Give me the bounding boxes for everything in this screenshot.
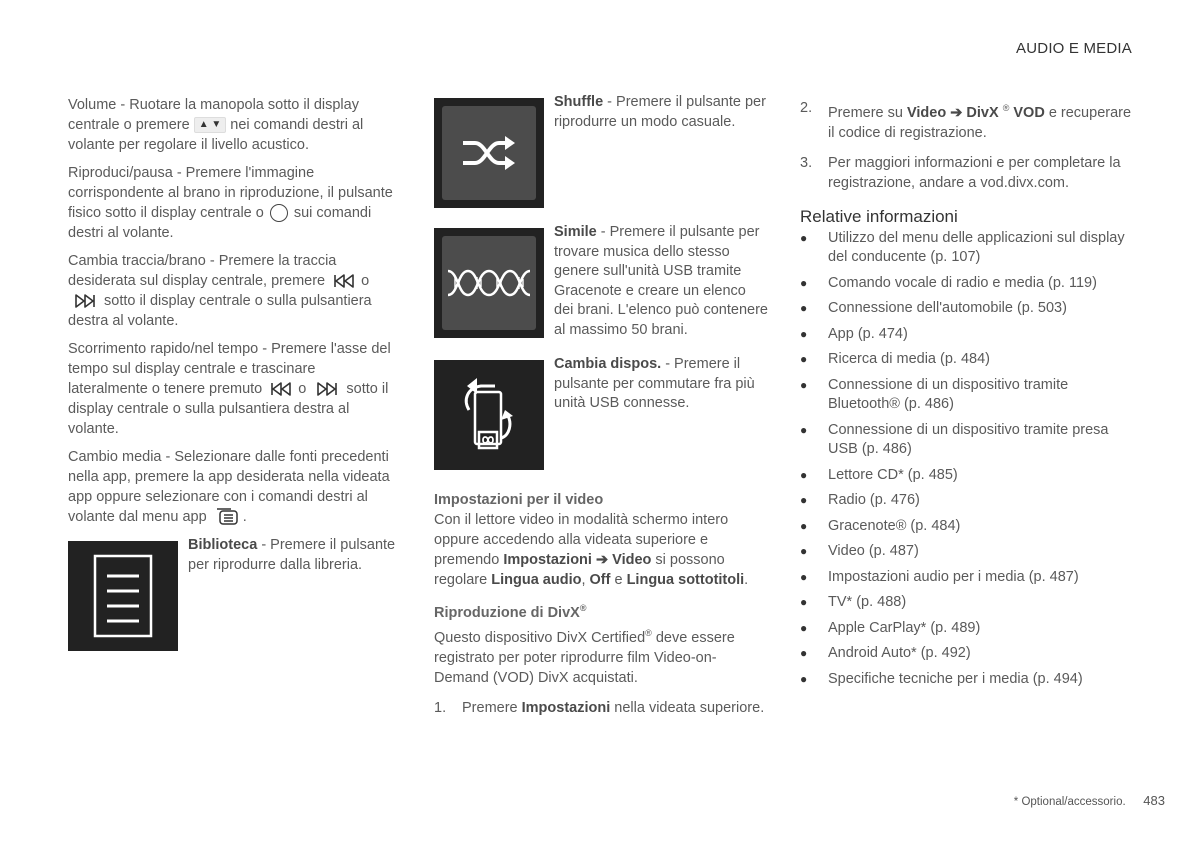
bullet-icon: ● xyxy=(800,326,808,341)
library-description: Biblioteca - Premere il pulsante per riprodurre dalla libreria. xyxy=(188,537,396,573)
related-link-text[interactable]: Video (p. 487) xyxy=(828,543,919,560)
bullet-icon: ● xyxy=(800,544,808,559)
change-device-button-image xyxy=(434,360,544,470)
app-menu-icon xyxy=(215,508,239,526)
related-link-item[interactable] xyxy=(800,376,1135,415)
left-column xyxy=(68,95,398,671)
related-link-text[interactable]: App (p. 474) xyxy=(828,325,908,342)
video-settings-heading: Impostazioni per il video xyxy=(434,492,604,508)
fast-scroll-paragraph: Scorrimento rapido/nel tempo - Premere l'asse del tempo sul display centrale e trascinare lateralmente o tenere premuto o sotto il display centrale o sulla pulsantiera destra al volante. xyxy=(68,341,391,437)
change-device-description: Cambia dispos. - Premere il pulsante per commutare fra più unità USB connesse. xyxy=(554,356,755,411)
related-link-text[interactable]: Radio (p. 476) xyxy=(828,492,920,509)
related-link-text[interactable]: TV* (p. 488) xyxy=(828,594,907,611)
library-button-image xyxy=(68,541,178,651)
related-link-item[interactable] xyxy=(800,299,1135,319)
related-link-text[interactable]: Ricerca di media (p. 484) xyxy=(828,351,990,368)
related-link-item[interactable] xyxy=(800,491,1135,511)
dna-icon xyxy=(446,263,532,303)
divx-paragraph: Questo dispositivo DivX Certified® deve essere registrato per poter riprodurre film Video-on-Demand (VOD) DivX acquistati. xyxy=(434,627,735,686)
library-list-icon xyxy=(83,546,163,646)
volume-paragraph: Volume - Ruotare la manopola sotto il display centrale o premere ▲ ▼ nei comandi destri al volante per regolare il livello acustico. xyxy=(68,97,364,153)
similar-button-image xyxy=(434,228,544,338)
divx-step-3: 3. Per maggiori informazioni e per completare la registrazione, andare a vod.divx.com. xyxy=(800,154,1121,191)
bullet-icon: ● xyxy=(800,230,808,245)
switch-usb-icon xyxy=(449,370,529,460)
bullet-icon: ● xyxy=(800,620,808,635)
shuffle-button-image xyxy=(434,98,544,208)
related-link-item[interactable] xyxy=(800,517,1135,537)
shuffle-entry xyxy=(434,94,769,208)
related-link-text[interactable]: Comando vocale di radio e media (p. 119) xyxy=(828,274,1097,291)
divx-step-2: 2. Premere su Video ➔ DivX ® VOD e recuperare il codice di registrazione. xyxy=(800,100,1132,141)
related-link-item[interactable] xyxy=(800,274,1135,294)
related-link-item[interactable] xyxy=(800,229,1135,268)
related-link-text[interactable]: Android Auto* (p. 492) xyxy=(828,645,971,662)
optional-note: * Optional/accessorio. xyxy=(1013,796,1126,808)
bullet-icon: ● xyxy=(800,595,808,610)
skip-back-icon xyxy=(333,273,357,289)
related-link-text[interactable]: Connessione di un dispositivo tramite presa USB (p. 486) xyxy=(828,421,1109,458)
bullet-icon: ● xyxy=(800,493,808,508)
skip-forward-icon xyxy=(72,293,96,309)
divx-heading: Riproduzione di DivX® xyxy=(434,603,587,621)
related-link-item[interactable] xyxy=(800,568,1135,588)
shuffle-description: Shuffle - Premere il pulsante per riprodurre un modo casuale. xyxy=(554,94,766,130)
play-pause-button-icon xyxy=(270,204,288,222)
section-header: AUDIO E MEDIA xyxy=(1016,40,1132,57)
change-track-paragraph: Cambia traccia/brano - Premere la traccia desiderata sul display centrale, premere o sotto il display centrale o sulla pulsantiera destra al volante. xyxy=(68,253,372,329)
shuffle-icon xyxy=(459,133,519,173)
related-link-item[interactable] xyxy=(800,593,1135,613)
related-link-item[interactable] xyxy=(800,644,1135,664)
bullet-icon: ● xyxy=(800,467,808,482)
related-link-item[interactable] xyxy=(800,619,1135,639)
bullet-icon: ● xyxy=(800,377,808,392)
similar-entry xyxy=(434,224,769,340)
similar-description: Simile - Premere il pulsante per trovare musica dello stesso genere sull'unità USB tramite Gracenote e creare un elenco dei brani. L'elenco può contenere al massimo 50 brani. xyxy=(554,224,768,338)
divx-steps-continued xyxy=(800,98,1135,193)
video-settings-paragraph: Con il lettore video in modalità schermo intero oppure accedendo alla videata superiore e premendo Impostazioni ➔ Video si possono regolare Lingua audio, Off e Lingua sottotitoli. xyxy=(434,512,749,588)
bullet-icon: ● xyxy=(800,569,808,584)
bullet-icon: ● xyxy=(800,518,808,533)
related-link-text[interactable]: Specifiche tecniche per i media (p. 494) xyxy=(828,670,1083,687)
related-info-list xyxy=(800,229,1135,690)
library-entry xyxy=(68,537,398,651)
bullet-icon: ● xyxy=(800,275,808,290)
page-footer xyxy=(1014,793,1165,808)
related-link-item[interactable] xyxy=(800,466,1135,486)
related-link-item[interactable] xyxy=(800,325,1135,345)
bullet-icon: ● xyxy=(800,646,808,661)
related-link-text[interactable]: Utilizzo del menu delle applicazioni sul display del conducente (p. 107) xyxy=(828,229,1125,266)
middle-column xyxy=(434,94,769,726)
related-link-item[interactable] xyxy=(800,542,1135,562)
volume-arrows-icon: ▲ ▼ xyxy=(194,117,227,133)
skip-forward-icon xyxy=(314,381,338,397)
related-info-title: Relative informazioni xyxy=(800,206,958,226)
bullet-icon: ● xyxy=(800,671,808,686)
related-link-item[interactable] xyxy=(800,670,1135,690)
change-media-paragraph: Cambio media - Selezionare dalle fonti precedenti nella app, premere la app desiderata nella videata app oppure selezionare con i comandi destri al volante dal menu app . xyxy=(68,449,390,525)
related-link-text[interactable]: Impostazioni audio per i media (p. 487) xyxy=(828,568,1079,585)
divx-steps xyxy=(434,698,769,718)
play-pause-paragraph: Riproduci/pausa - Premere l'immagine corrispondente al brano in riproduzione, il pulsante fisico sotto il display centrale o sui comandi destri al volante. xyxy=(68,165,393,241)
related-link-item[interactable] xyxy=(800,350,1135,370)
bullet-icon: ● xyxy=(800,352,808,367)
right-column xyxy=(800,98,1135,695)
related-link-item[interactable] xyxy=(800,421,1135,460)
divx-step-1: 1. Premere Impostazioni nella videata superiore. xyxy=(434,699,765,716)
related-link-text[interactable]: Connessione di un dispositivo tramite Bluetooth® (p. 486) xyxy=(828,376,1069,413)
related-link-text[interactable]: Apple CarPlay* (p. 489) xyxy=(828,619,981,636)
related-link-text[interactable]: Lettore CD* (p. 485) xyxy=(828,466,958,483)
bullet-icon: ● xyxy=(800,422,808,437)
skip-back-icon xyxy=(270,381,294,397)
change-device-entry xyxy=(434,356,769,470)
related-link-text[interactable]: Gracenote® (p. 484) xyxy=(828,517,961,534)
page-number: 483 xyxy=(1143,793,1165,808)
related-link-text[interactable]: Connessione dell'automobile (p. 503) xyxy=(828,300,1067,317)
bullet-icon: ● xyxy=(800,301,808,316)
